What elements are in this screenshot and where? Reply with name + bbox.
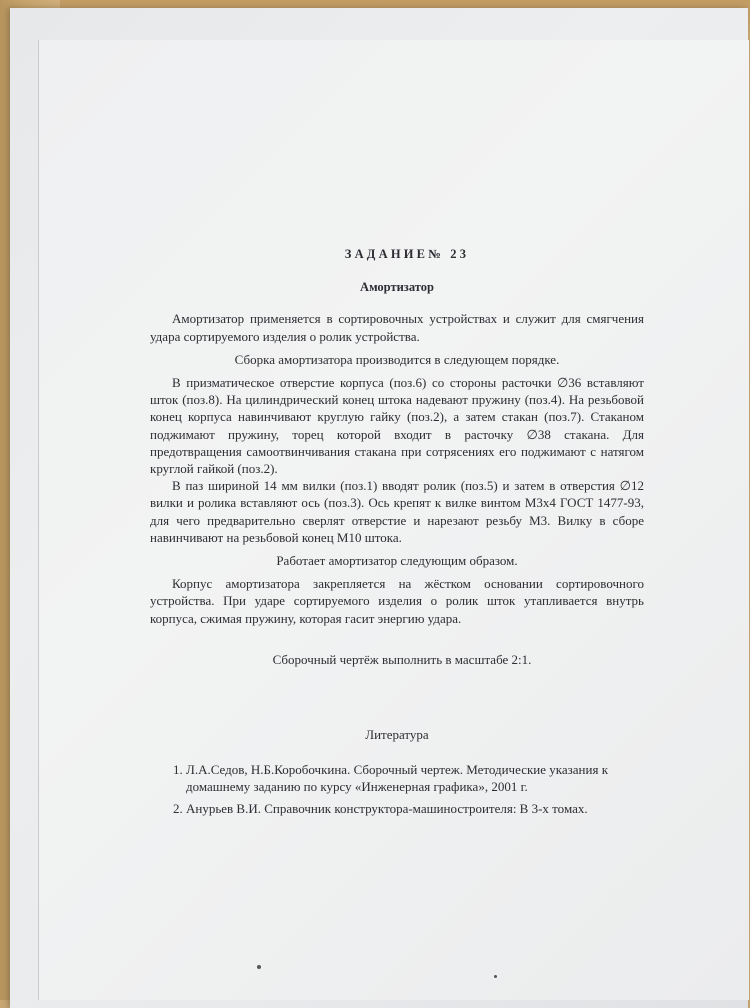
assembly-step-paragraph: В призматическое отверстие корпуса (поз.6) со стороны расточки ∅36 вставляют шток (поз.8). На цилиндрический конец штока надевают пружину (поз.4). На резьбовой конец корпуса навинчивают круглую гайку (поз.2), а затем стакан (поз.7). Стаканом поджимают пружину, торец которой входит в расточку ∅38 стакана. Для предотвращения самоотвинчивания стакана при сотрясениях его поджимают с натягом круглой гайкой (поз.2).: [150, 375, 644, 477]
device-name: Амортизатор: [360, 280, 434, 295]
scale-note: Сборочный чертёж выполнить в масштабе 2:1.: [272, 651, 532, 667]
assignment-title: ЗАДАНИЕ№ 23: [344, 247, 470, 261]
literature-list: [150, 761, 644, 817]
literature-item: 1. Л.А.Седов, Н.Б.Коробочкина. Сборочный чертеж. Методические указания к домашнему заданию по курсу «Инженерная графика», 2001 г.: [186, 761, 644, 795]
assembly-step-paragraph: В паз шириной 14 мм вилки (поз.1) вводят ролик (поз.5) и затем в отверстия ∅12 вилки и ролика вставляют ось (поз.3). Ось крепят к вилке винтом М3х4 ГОСТ 1477-93, для чего предварительно сверлят отверстие и нарезают резьбу М3. Вилку в сборе навинчивают на резьбовой конец М10 штока.: [150, 478, 644, 545]
operation-heading: Работает амортизатор следующим образом.: [276, 553, 518, 569]
literature-heading: Литература: [365, 727, 429, 743]
paper-speck: [257, 965, 261, 969]
operation-paragraph: Корпус амортизатора закрепляется на жёстком основании сортировочного устройства. При ударе сортируемого изделия о ролик шток утапливается внутрь корпуса, сжимая пружину, которая гасит энергию удара.: [150, 576, 644, 626]
document-body: [150, 246, 644, 821]
assembly-heading: Сборка амортизатора производится в следующем порядке.: [234, 351, 560, 367]
intro-paragraph: Амортизатор применяется в сортировочных устройствах и служит для смягчения удара сортируемого изделия о ролик устройства.: [150, 311, 644, 344]
literature-item: 2. Анурьев В.И. Справочник конструктора-машиностроителя: В 3-х томах.: [186, 800, 644, 817]
paper-speck: [494, 975, 497, 978]
